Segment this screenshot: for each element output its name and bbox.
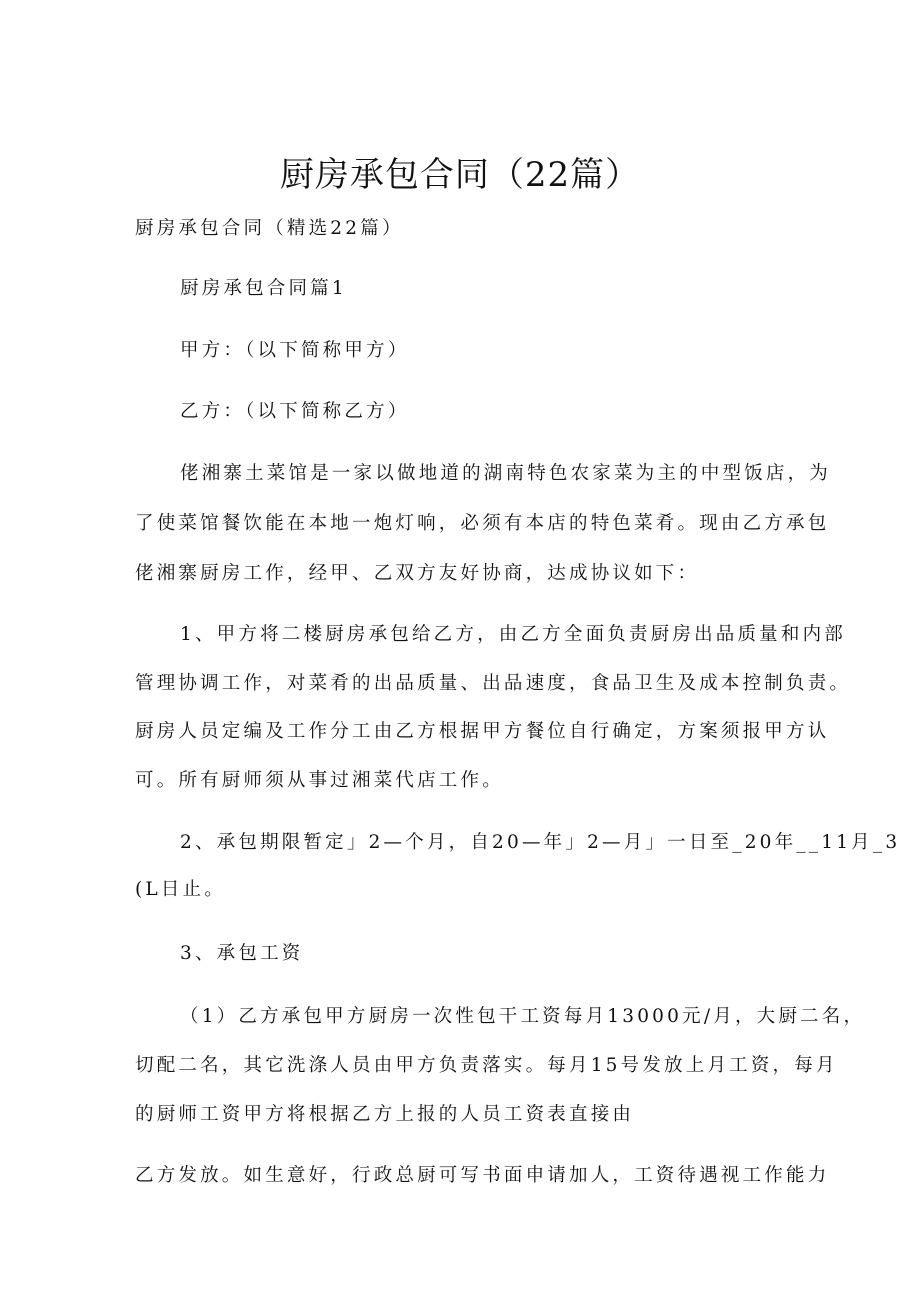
paragraph-line: 1、甲方将二楼厨房承包给乙方，由乙方全面负责厨房出品质量和内部 <box>180 624 846 645</box>
paragraph-line: 切配二名，其它洗涤人员由甲方负责落实。每月15号发放上月工资，每月 <box>135 1055 838 1076</box>
paragraph-line: 厨房人员定编及工作分工由乙方根据甲方餐位自行确定，方案须报甲方认 <box>135 721 830 742</box>
party-b-line: 乙方：（以下简称乙方） <box>180 401 410 422</box>
paragraph-line: 佬湘寨厨房工作，经甲、乙双方友好协商，达成协议如下： <box>135 563 700 584</box>
continuation-line: 乙方发放。如生意好，行政总厨可写书面申请加人，工资待遇视工作能力 <box>135 1165 830 1186</box>
section-title: 厨房承包合同篇1 <box>180 278 347 299</box>
paragraph-line: （1）乙方承包甲方厨房一次性包干工资每月13000元/月，大厨二名， <box>180 1006 866 1027</box>
paragraph-line: (L日止。 <box>135 879 227 900</box>
clause-3-title: 3、承包工资 <box>180 943 304 964</box>
paragraph-line: 可。所有厨师须从事过湘菜代店工作。 <box>135 770 504 791</box>
document-subtitle: 厨房承包合同（精选22篇） <box>135 218 404 239</box>
paragraph-line: 管理协调工作，对菜肴的出品质量、出品速度，食品卫生及成本控制负责。 <box>135 673 852 694</box>
paragraph-line: 的厨师工资甲方将根据乙方上报的人员工资表直接由 <box>135 1104 635 1125</box>
paragraph-line: 佬湘寨土菜馆是一家以做地道的湖南特色农家菜为主的中型饭店，为 <box>180 463 832 484</box>
document-title: 厨房承包合同（22篇） <box>279 155 641 195</box>
paragraph-line: 了使菜馆餐饮能在本地一炮灯响，必须有本店的特色菜肴。现由乙方承包 <box>135 513 830 534</box>
paragraph-line: 2、承包期限暂定」2—个月，自20—年」2—月」一日至_20年__11月_3 <box>180 832 901 853</box>
party-a-line: 甲方：（以下简称甲方） <box>180 340 410 361</box>
